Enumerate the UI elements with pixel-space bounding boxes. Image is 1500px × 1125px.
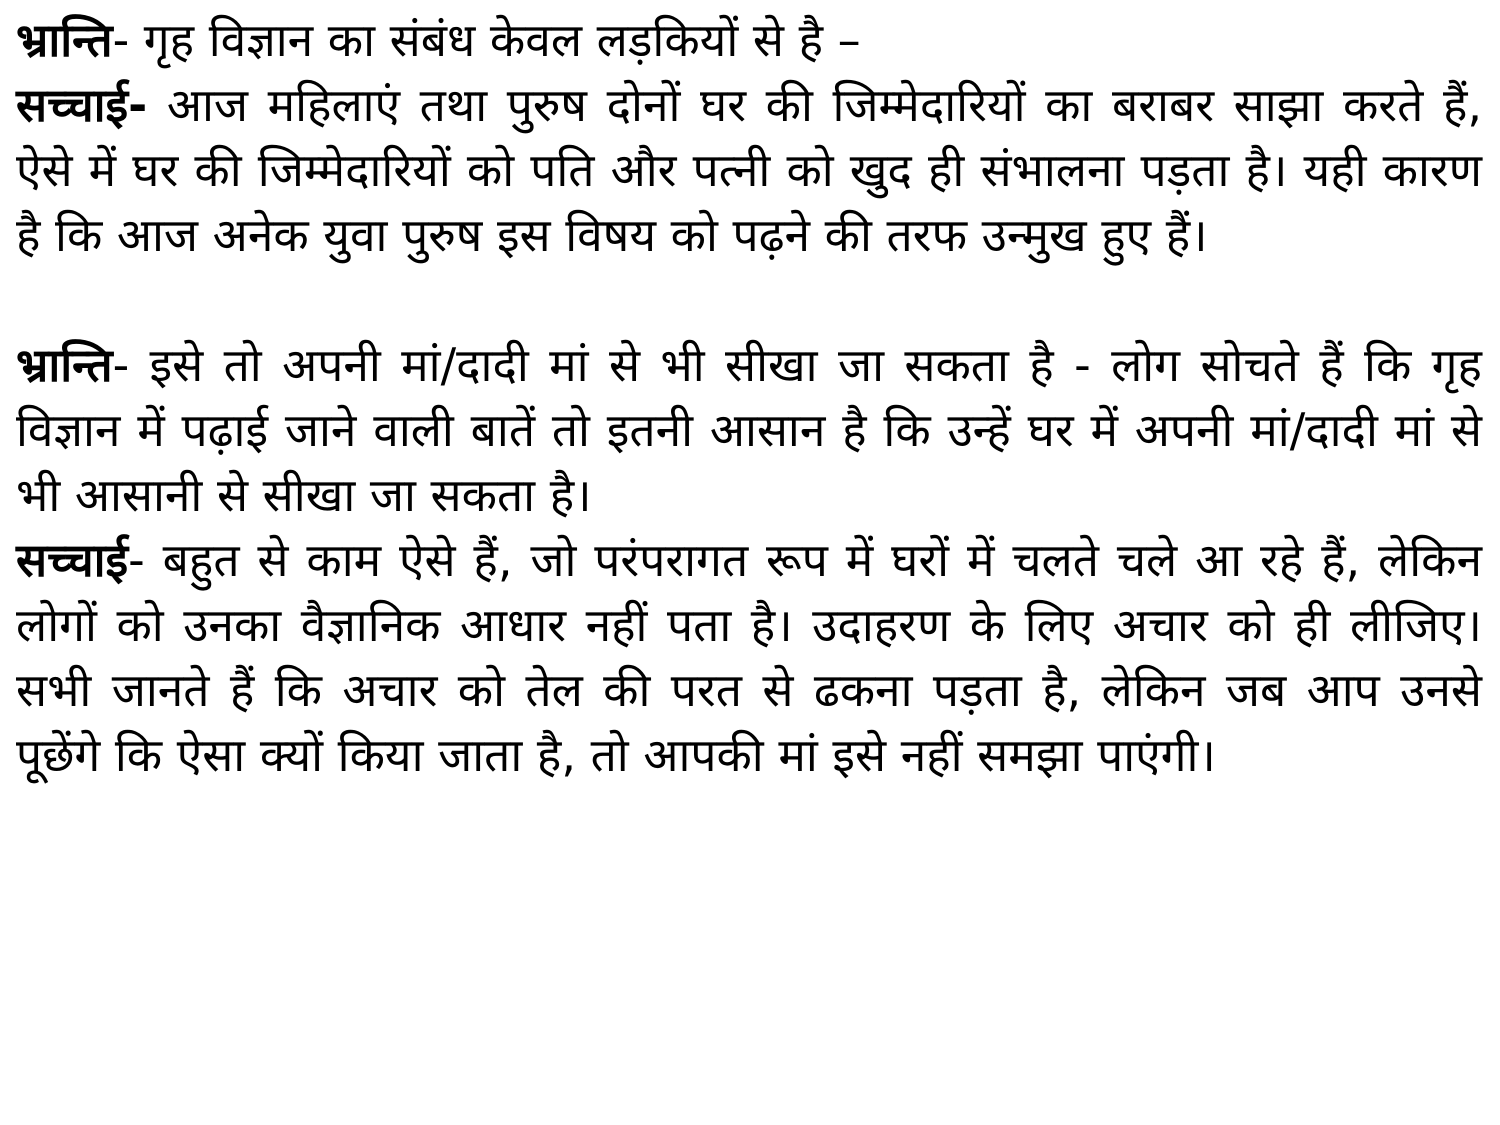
myth-paragraph-1 bbox=[16, 8, 1482, 73]
truth-label: सच्चाई- bbox=[16, 78, 148, 132]
truth-paragraph-1 bbox=[16, 73, 1482, 268]
truth-text: आज महिलाएं तथा पुरुष दोनों घर की जिम्मेदारियों का बराबर साझा करते हैं, ऐसे में घर की जिम्मेदारियों को पति और पत्नी को खुद ही संभालना पड़ता है। यही कारण है कि आज अनेक युवा पुरुष इस विषय को पढ़ने की तरफ उन्मुख हुए हैं। bbox=[16, 78, 1482, 262]
truth-label: सच्चाई bbox=[16, 533, 129, 587]
myth-text: - गृह विज्ञान का संबंध केवल लड़कियों से है – bbox=[112, 13, 861, 67]
document-body bbox=[16, 8, 1482, 788]
truth-text: - बहुत से काम ऐसे हैं, जो परंपरागत रूप में घरों में चलते चले आ रहे हैं, लेकिन लोगों को उनका वैज्ञानिक आधार नहीं पता है। उदाहरण के लिए अचार को ही लीजिए। सभी जानते हैं कि अचार को तेल की परत से ढकना पड़ता है, लेकिन जब आप उनसे पूछेंगे कि ऐसा क्यों किया जाता है, तो आपकी मां इसे नहीं समझा पाएंगी। bbox=[16, 533, 1482, 782]
myth-paragraph-2 bbox=[16, 333, 1482, 528]
paragraph-spacer bbox=[16, 268, 1482, 333]
truth-paragraph-2 bbox=[16, 528, 1482, 788]
myth-text: - इसे तो अपनी मां/दादी मां से भी सीखा जा सकता है - लोग सोचते हैं कि गृह विज्ञान में पढ़ाई जाने वाली बातें तो इतनी आसान है कि उन्हें घर में अपनी मां/दादी मां से भी आसानी से सीखा जा सकता है। bbox=[16, 338, 1482, 522]
myth-label: भ्रान्ति bbox=[16, 13, 113, 67]
myth-label: भ्रान्ति bbox=[16, 338, 113, 392]
